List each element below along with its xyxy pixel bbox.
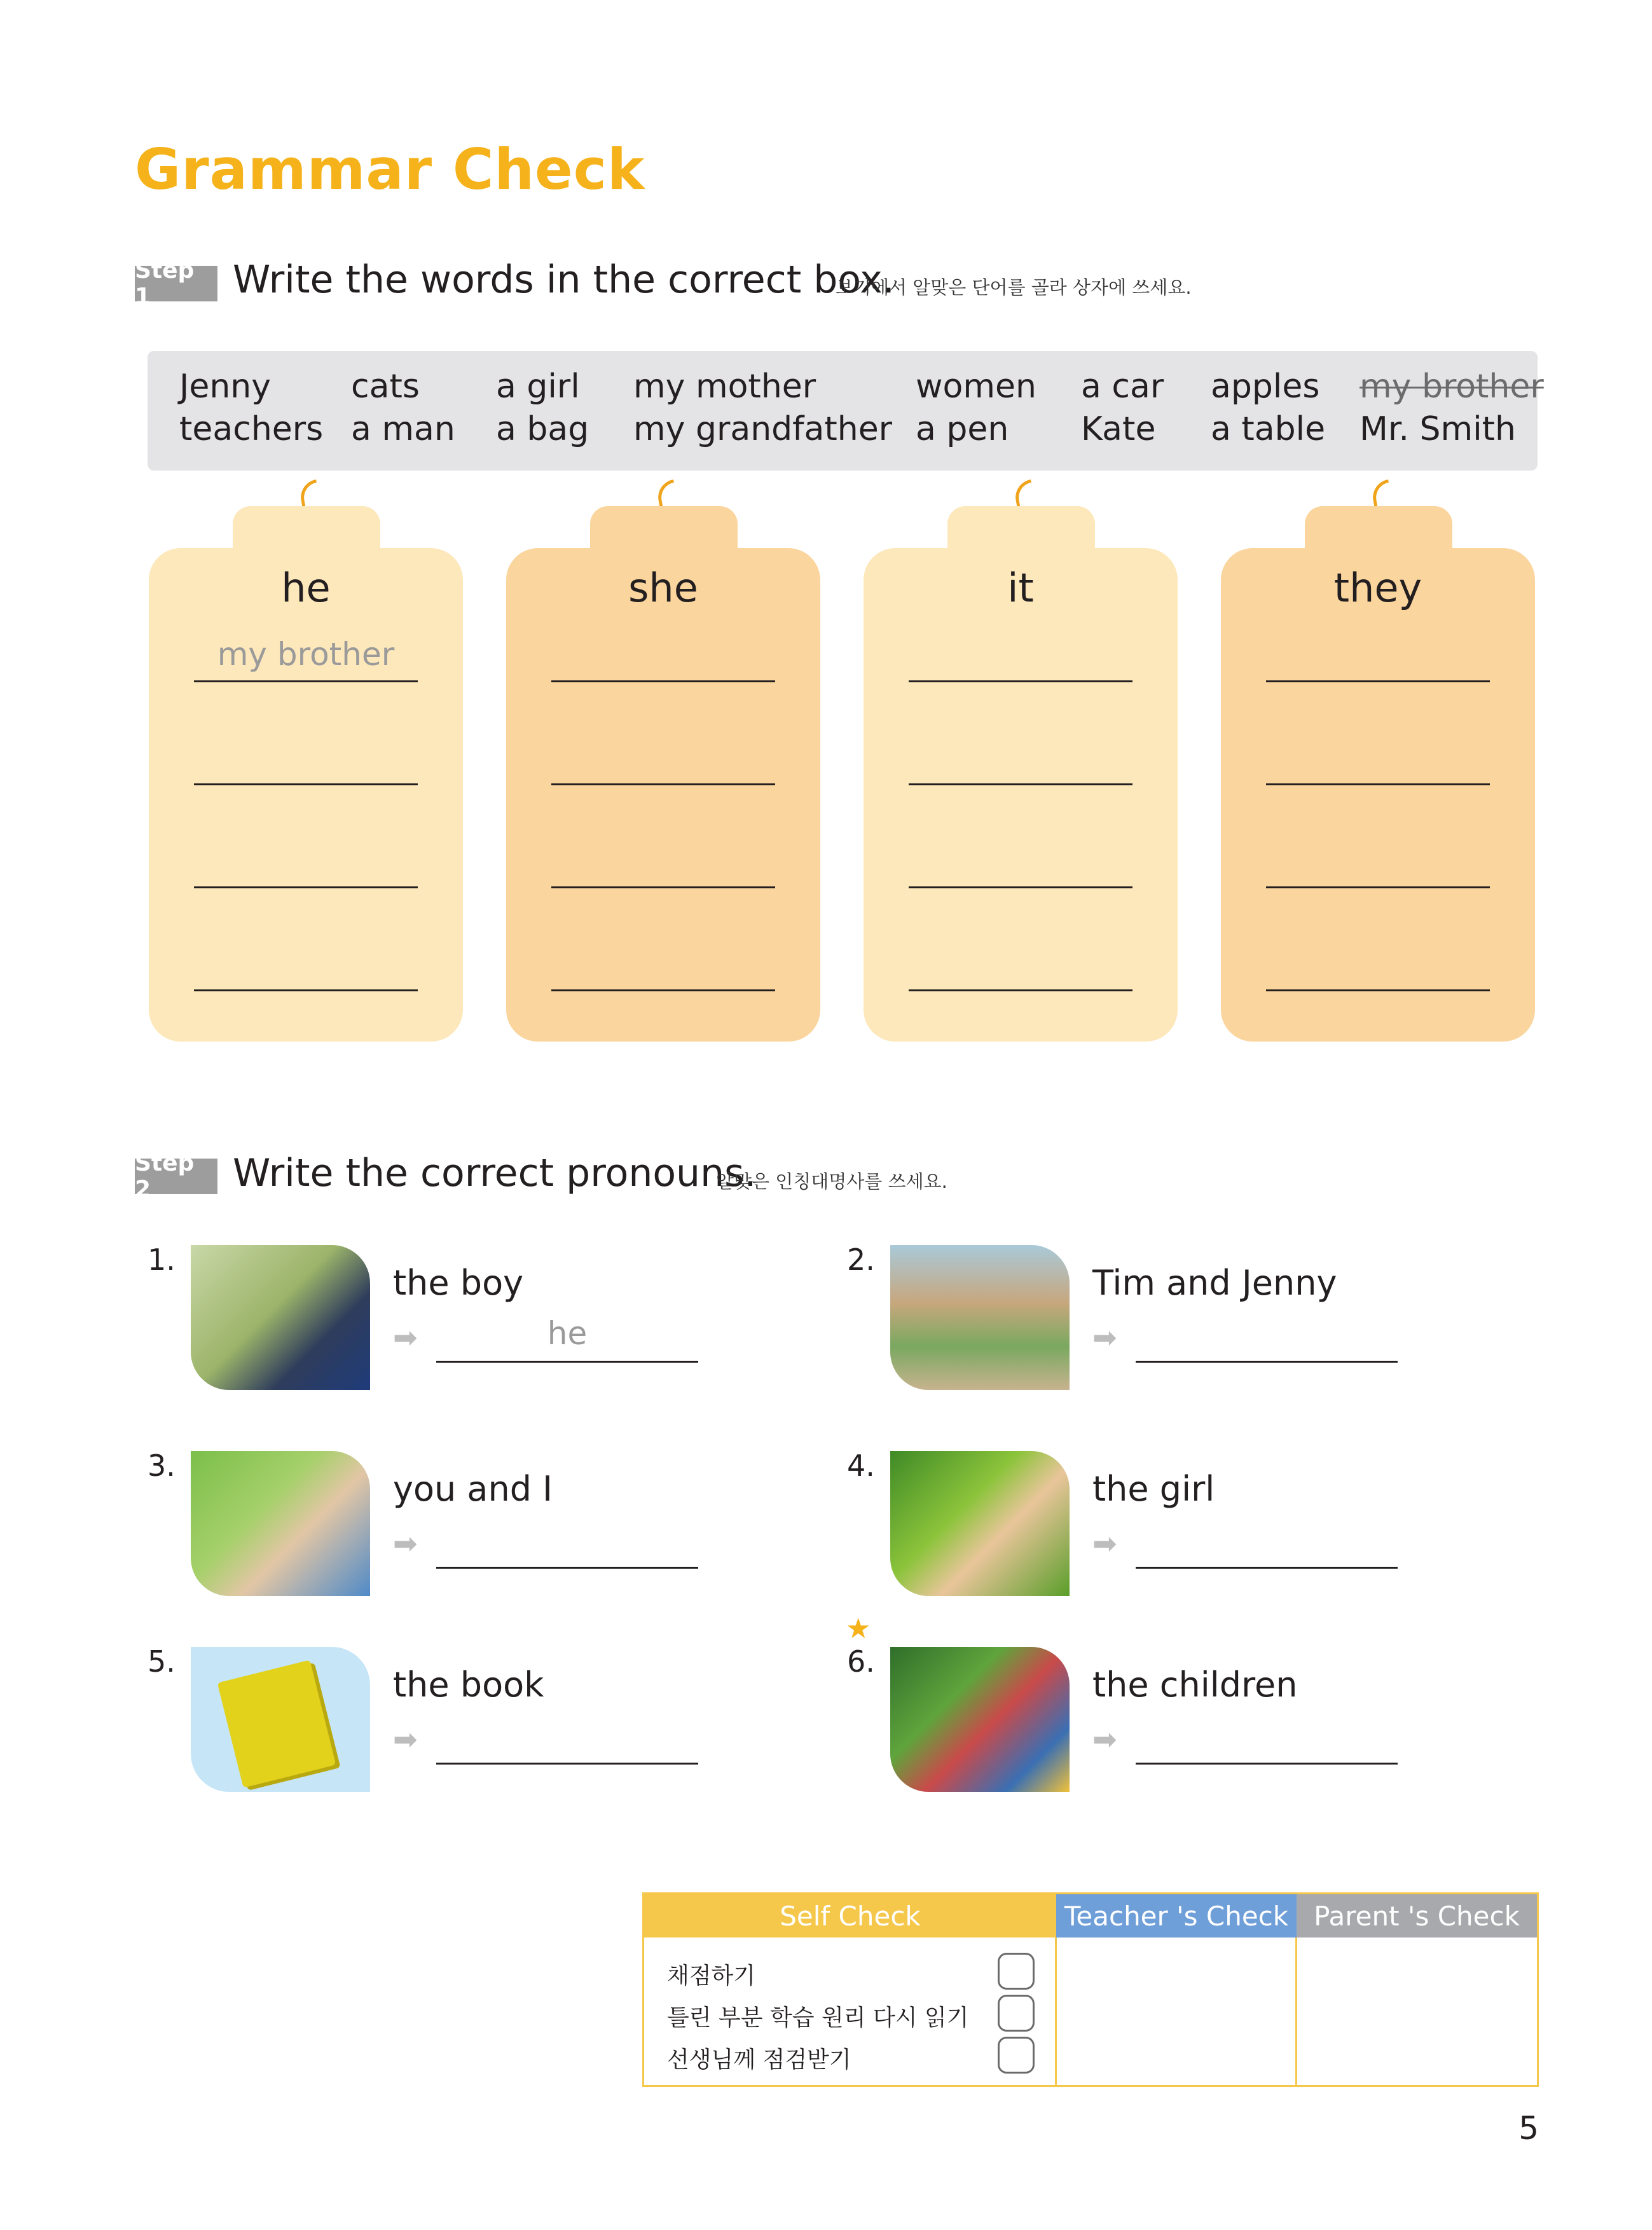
- word-item: apples: [1211, 368, 1320, 406]
- answer-line[interactable]: [194, 886, 418, 888]
- word-item: a bag: [496, 410, 589, 448]
- answer-line[interactable]: [1136, 1361, 1398, 1363]
- word-item: Kate: [1081, 410, 1156, 448]
- word-item: a man: [351, 410, 455, 448]
- item-photo: [890, 1647, 1070, 1792]
- jar-label: he: [281, 565, 331, 611]
- checkbox[interactable]: [998, 1995, 1035, 2032]
- check-item-label: 선생님께 점검받기: [667, 2047, 851, 2073]
- step2-subtitle: 알맞은 인칭대명사를 쓰세요.: [716, 1171, 947, 1192]
- check-item-label: 채점하기: [667, 1963, 756, 1989]
- item-phrase: you and I: [393, 1469, 553, 1509]
- answer-line[interactable]: [194, 680, 418, 682]
- table-divider: [1055, 1937, 1057, 2085]
- word-item: a pen: [916, 410, 1009, 448]
- word-item: women: [916, 368, 1036, 406]
- arrow-right-icon: ➡: [393, 1320, 418, 1354]
- answer-line[interactable]: [1266, 680, 1490, 682]
- self-check-table: [642, 1892, 1539, 2087]
- word-item: cats: [351, 368, 420, 406]
- answer-line[interactable]: [1136, 1567, 1398, 1569]
- item-number: 6.: [847, 1644, 875, 1679]
- table-divider: [1295, 1937, 1297, 2085]
- step1-title: Write the words in the correct box.: [233, 258, 895, 302]
- item-phrase: Tim and Jenny: [1092, 1263, 1337, 1303]
- star-icon: ★: [846, 1613, 871, 1645]
- word-item: Mr. Smith: [1359, 410, 1516, 448]
- answer-line[interactable]: [194, 783, 418, 785]
- book-icon: [217, 1660, 336, 1787]
- item-phrase: the girl: [1092, 1469, 1215, 1509]
- answer-line[interactable]: [194, 989, 418, 991]
- checkbox[interactable]: [998, 1953, 1035, 1990]
- jar-answer: my brother: [217, 636, 395, 673]
- item-photo: [191, 1451, 370, 1596]
- word-item: teachers: [179, 410, 324, 448]
- teacher-check-header: Teacher 's Check: [1056, 1894, 1297, 1937]
- answer-line[interactable]: [1136, 1763, 1398, 1765]
- word-item: a girl: [496, 368, 580, 406]
- check-item-label: 틀린 부분 학습 원리 다시 읽기: [667, 2005, 969, 2031]
- page-number: 5: [1518, 2110, 1539, 2147]
- item-phrase: the boy: [393, 1263, 524, 1303]
- jar-neck: [1305, 506, 1452, 551]
- item-number: 4.: [847, 1449, 875, 1483]
- item-number: 5.: [148, 1644, 176, 1679]
- word-item: Jenny: [179, 368, 272, 406]
- word-item: my grandfather: [633, 410, 893, 448]
- step2-title: Write the correct pronouns.: [233, 1151, 757, 1195]
- item-photo: [890, 1245, 1070, 1390]
- answer-line[interactable]: [909, 989, 1132, 991]
- answer-line[interactable]: [1266, 783, 1490, 785]
- item-number: 1.: [148, 1242, 176, 1277]
- answer-line[interactable]: [1266, 886, 1490, 888]
- answer-line[interactable]: [1266, 989, 1490, 991]
- item-phrase: the children: [1092, 1665, 1298, 1705]
- item-photo: [890, 1451, 1070, 1596]
- jar-label: it: [1007, 565, 1034, 611]
- item-photo: [191, 1245, 370, 1390]
- answer-line[interactable]: [909, 680, 1132, 682]
- self-check-header: Self Check: [644, 1894, 1056, 1937]
- step1-badge: Step 1: [135, 266, 217, 301]
- answer-line[interactable]: [909, 886, 1132, 888]
- word-item: my mother: [633, 368, 816, 406]
- item-number: 2.: [847, 1242, 875, 1277]
- page-title: Grammar Check: [135, 137, 645, 202]
- arrow-right-icon: ➡: [393, 1722, 418, 1756]
- word-item-struck: my brother: [1359, 368, 1544, 406]
- word-item: a car: [1081, 368, 1164, 406]
- step2-badge: Step 2: [135, 1159, 217, 1194]
- answer-line[interactable]: [551, 783, 775, 785]
- jar-label: she: [628, 565, 698, 611]
- step1-subtitle: 보기에서 알맞은 단어를 골라 상자에 쓰세요.: [836, 277, 1192, 298]
- item-phrase: the book: [393, 1665, 544, 1705]
- jar-neck: [233, 506, 380, 551]
- answer-line[interactable]: [436, 1763, 698, 1765]
- jar-body: [864, 548, 1178, 1042]
- arrow-right-icon: ➡: [393, 1526, 418, 1560]
- answer-line[interactable]: [551, 680, 775, 682]
- arrow-right-icon: ➡: [1092, 1526, 1117, 1560]
- answer-line[interactable]: [551, 886, 775, 888]
- item-photo: [191, 1647, 370, 1792]
- checkbox[interactable]: [998, 2037, 1035, 2074]
- jar-body: [1221, 548, 1535, 1042]
- jar-neck: [947, 506, 1095, 551]
- word-item: a table: [1211, 410, 1326, 448]
- parent-check-header: Parent 's Check: [1297, 1894, 1537, 1937]
- arrow-right-icon: ➡: [1092, 1722, 1117, 1756]
- answer-line[interactable]: [436, 1361, 698, 1363]
- jar-label: they: [1333, 565, 1422, 611]
- item-answer: he: [547, 1315, 588, 1352]
- answer-line[interactable]: [551, 989, 775, 991]
- arrow-right-icon: ➡: [1092, 1320, 1117, 1354]
- jar-body: [149, 548, 463, 1042]
- jar-neck: [590, 506, 738, 551]
- jar-body: [506, 548, 820, 1042]
- item-number: 3.: [148, 1449, 176, 1483]
- answer-line[interactable]: [436, 1567, 698, 1569]
- answer-line[interactable]: [909, 783, 1132, 785]
